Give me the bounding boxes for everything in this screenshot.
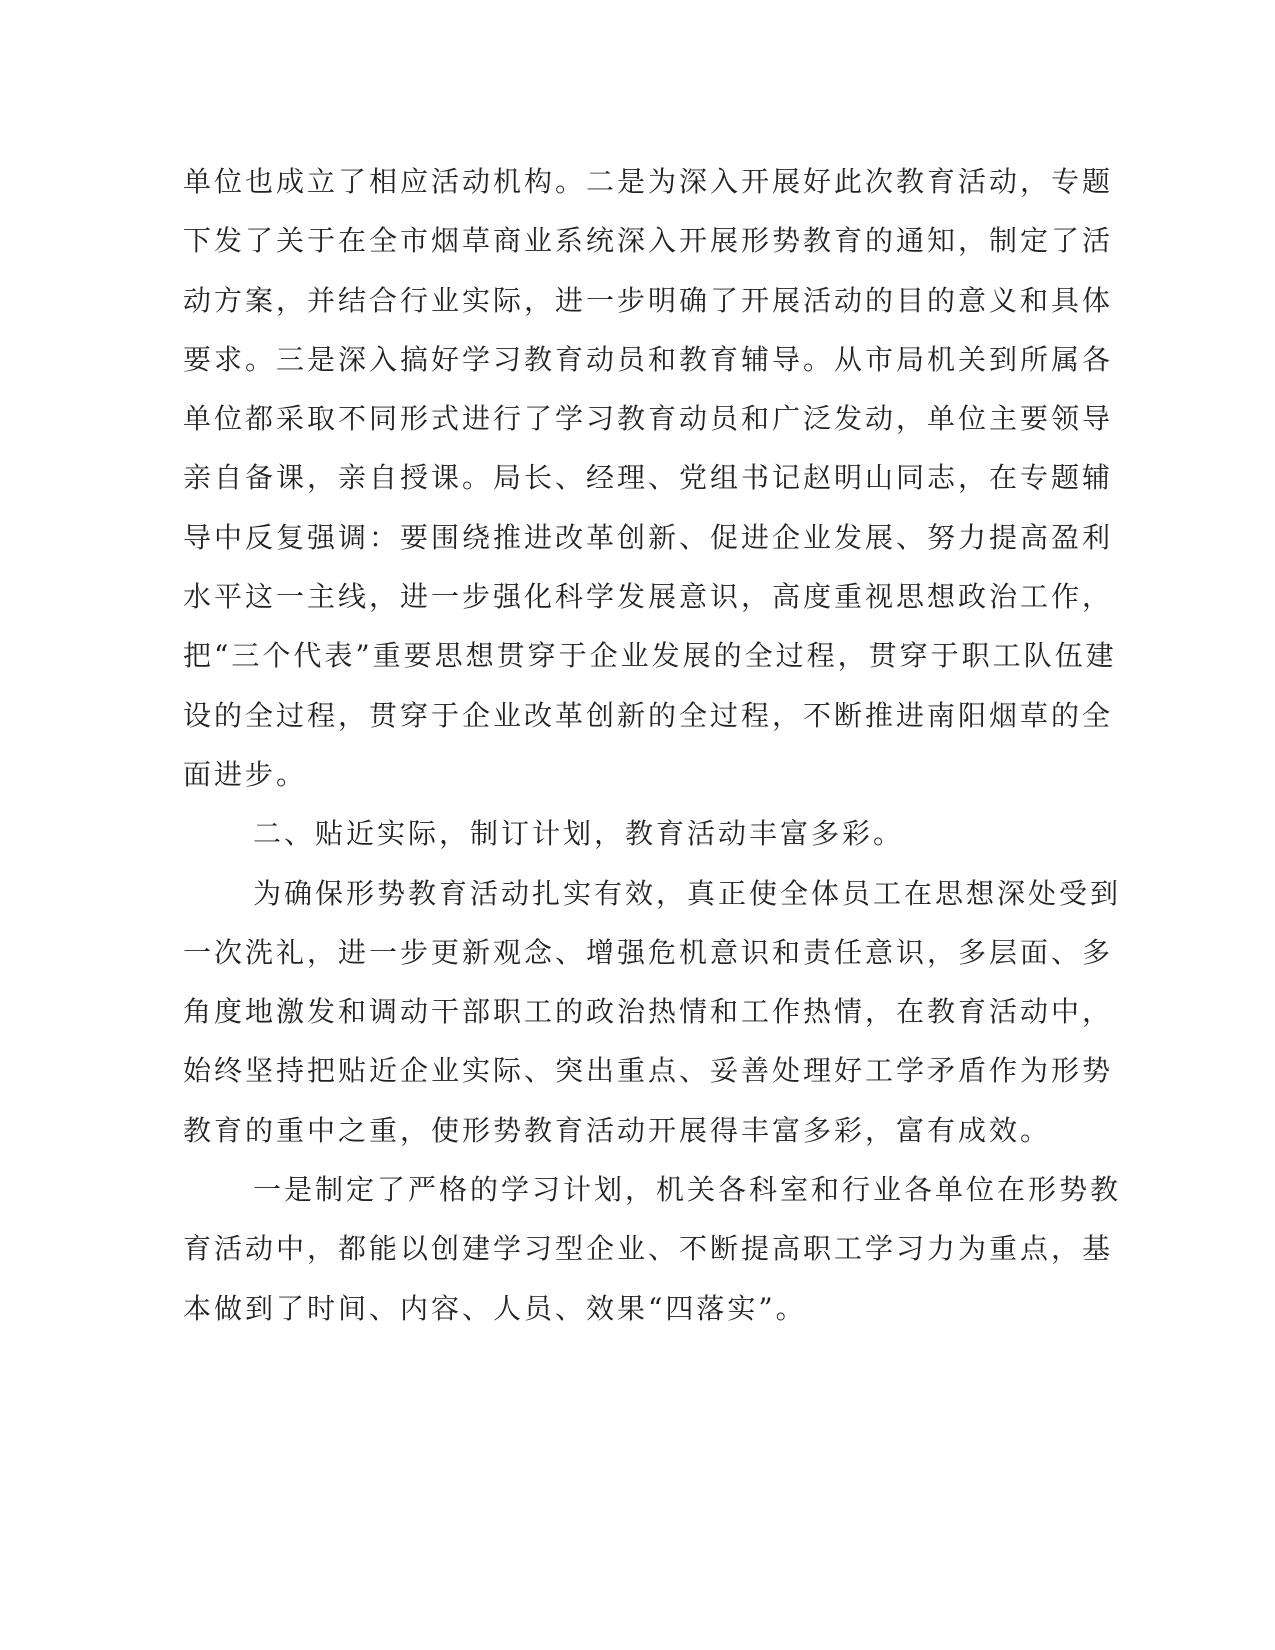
text-line: 要求。三是深入搞好学习教育动员和教育辅导。从市局机关到所属各	[183, 342, 1114, 376]
text-line: 角度地激发和调动干部职工的政治热情和工作热情，在教育活动中，	[183, 995, 1114, 1029]
section-heading: 二、贴近实际，制订计划，教育活动丰富多彩。	[253, 817, 905, 851]
text-line: 一是制定了严格的学习计划，机关各科室和行业各单位在形势教	[253, 1173, 1122, 1207]
text-line: 亲自备课，亲自授课。局长、经理、党组书记赵明山同志，在专题辅	[183, 461, 1114, 495]
text-line: 面进步。	[183, 757, 308, 791]
text-line: 动方案，并结合行业实际，进一步明确了开展活动的目的意义和具体	[183, 283, 1114, 317]
text-line: 单位也成立了相应活动机构。二是为深入开展好此次教育活动，专题	[183, 165, 1114, 198]
document-body	[183, 160, 1122, 1346]
text-line: 导中反复强调：要围绕推进改革创新、促进企业发展、努力提高盈利	[183, 520, 1114, 554]
text-line: 始终坚持把贴近企业实际、突出重点、妥善处理好工学矛盾作为形势	[183, 1054, 1114, 1088]
text-line: 下发了关于在全市烟草商业系统深入开展形势教育的通知，制定了活	[183, 224, 1114, 258]
text-line: 单位都采取不同形式进行了学习教育动员和广泛发动，单位主要领导	[183, 402, 1114, 436]
text-line: 设的全过程，贯穿于企业改革创新的全过程，不断推进南阳烟草的全	[183, 698, 1114, 732]
text-line: 把“三个代表”重要思想贯穿于企业发展的全过程，贯穿于职工队伍建	[183, 639, 1117, 673]
text-line: 育活动中，都能以创建学习型企业、不断提高职工学习力为重点，基	[183, 1232, 1114, 1266]
text-line: 一次洗礼，进一步更新观念、增强危机意识和责任意识，多层面、多	[183, 935, 1114, 969]
text-line: 教育的重中之重，使形势教育活动开展得丰富多彩，富有成效。	[183, 1113, 1052, 1147]
text-line: 本做到了时间、内容、人员、效果“四落实”。	[183, 1291, 807, 1325]
text-line: 为确保形势教育活动扎实有效，真正使全体员工在思想深处受到	[253, 876, 1122, 910]
text-line: 水平这一主线，进一步强化科学发展意识，高度重视思想政治工作，	[183, 580, 1114, 614]
